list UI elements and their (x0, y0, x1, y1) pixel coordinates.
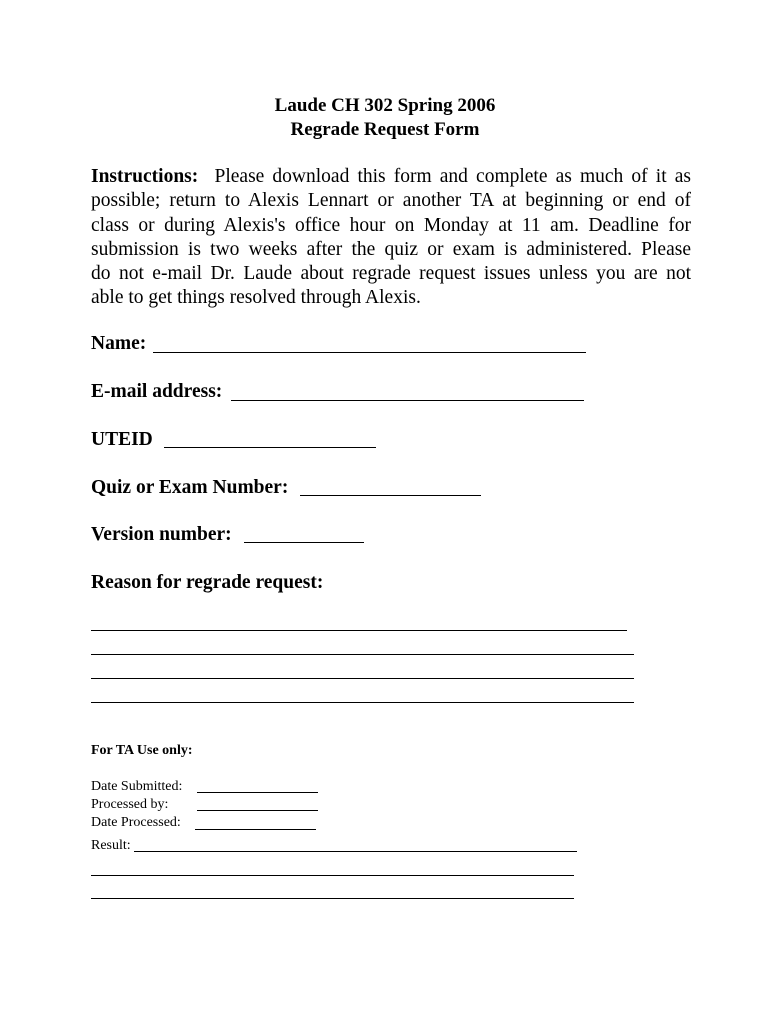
uteid-field-line[interactable] (164, 447, 376, 448)
version-number-field-line[interactable] (244, 542, 364, 543)
course-title: Laude CH 302 Spring 2006 (274, 95, 496, 116)
instructions-line-5: do not e-mail Dr. Laude about regrade request issues unless you are not (91, 263, 691, 285)
exam-number-field-line[interactable] (300, 495, 481, 496)
instructions-label: Instructions: (91, 166, 199, 187)
reason-label: Reason for regrade request: (91, 572, 324, 593)
date-processed-line[interactable] (195, 829, 316, 830)
instructions-line-4: submission is two weeks after the quiz or exam is administered. Please (91, 238, 691, 260)
email-field-line[interactable] (231, 400, 584, 401)
exam-number-label: Quiz or Exam Number: (91, 477, 289, 498)
date-submitted-label: Date Submitted: (91, 779, 183, 794)
name-label: Name: (91, 333, 147, 354)
date-processed-label: Date Processed: (91, 815, 181, 830)
reason-line-4[interactable] (91, 702, 634, 703)
uteid-label: UTEID (91, 429, 153, 450)
version-number-label: Version number: (91, 524, 232, 545)
email-label: E-mail address: (91, 381, 223, 402)
result-line-2[interactable] (91, 875, 574, 876)
ta-use-heading: For TA Use only: (91, 743, 193, 758)
processed-by-label: Processed by: (91, 797, 169, 812)
instructions-line-3: class or during Alexis's office hour on Monday at 11 am. Deadline for (91, 214, 691, 236)
instructions-paragraph (91, 165, 691, 311)
result-label: Result: (91, 838, 131, 853)
reason-line-3[interactable] (91, 678, 634, 679)
name-field-line[interactable] (153, 352, 586, 353)
result-line-3[interactable] (91, 898, 574, 899)
reason-line-2[interactable] (91, 654, 634, 655)
reason-line-1[interactable] (91, 630, 627, 631)
result-line-1[interactable] (134, 851, 577, 852)
date-submitted-line[interactable] (197, 792, 318, 793)
form-title: Regrade Request Form (290, 119, 480, 140)
processed-by-line[interactable] (197, 810, 318, 811)
instructions-line-1 (91, 165, 691, 189)
instructions-text-1: Please download this form and complete as much of it as (214, 166, 691, 187)
instructions-line-2: possible; return to Alexis Lennart or another TA at beginning or end of (91, 190, 691, 212)
instructions-line-6: able to get things resolved through Alexis. (91, 287, 421, 309)
